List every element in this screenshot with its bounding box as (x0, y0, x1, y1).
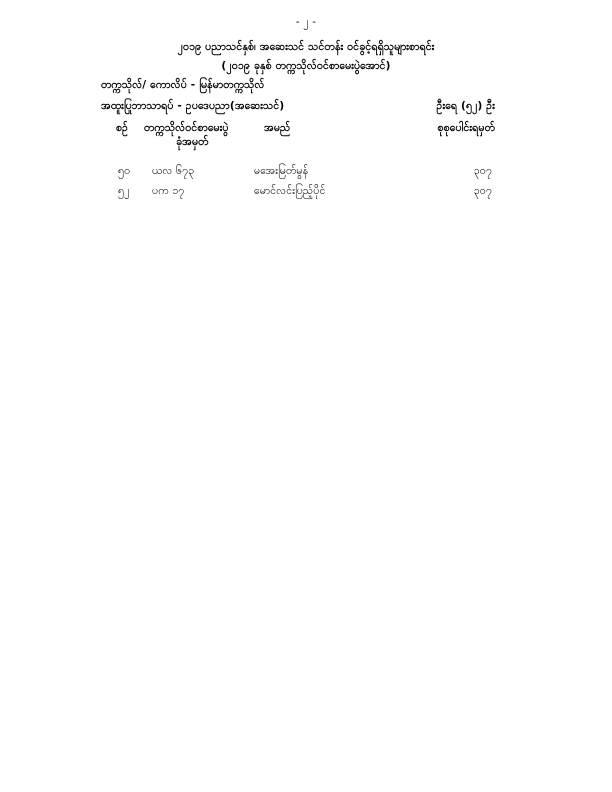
document-subtitle: (၂၀၁၉ ခုနှစ် တက္ကသိုလ်ဝင်စာမေးပွဲအောင်) (221, 60, 391, 72)
table-row (0, 165, 612, 179)
column-header-marks: စုစုပေါင်းရမှတ် (437, 122, 495, 134)
column-header-roll: တက္ကသိုလ်ဝင်စာမေးပွဲ (144, 122, 229, 134)
document-title: ၂၀၁၉ ပညာသင်နှစ်၊ အဆေးသင် သင်တန်း ဝင်ခွင့်ရရှိသူများစာရင်း (177, 41, 435, 53)
column-header-no: စဉ် (116, 122, 129, 134)
total-count: ဦးရေ (၅၂) ဦး (436, 100, 495, 112)
column-header-roll-line2: ခုံအမှတ် (176, 136, 209, 148)
row-name: မောင်လင်းပြည့်ပိုင် (254, 185, 326, 197)
table-row (0, 185, 612, 199)
row-roll: ယလ ၆၇၃ (152, 165, 195, 177)
university-line: တက္ကသိုလ်/ ကောလိပ် - မြန်မာတက္ကသိုလ် (101, 79, 265, 91)
row-no: ၅၂ (118, 185, 130, 197)
page-number: - ၂ - (295, 16, 317, 28)
row-marks: ၃၀၇ (473, 165, 492, 177)
row-no: ၅၀ (118, 165, 131, 177)
subject-line: အထူးပြုဘာသာရပ် - ဥပဒေပညာ(အဆေးသင်) (101, 100, 285, 112)
row-roll: ပက ၁၇ (152, 185, 185, 197)
row-marks: ၃၀၇ (473, 185, 492, 197)
row-name: မအေးမြတ်မွန် (254, 165, 309, 177)
column-header-name: အမည် (264, 122, 291, 134)
